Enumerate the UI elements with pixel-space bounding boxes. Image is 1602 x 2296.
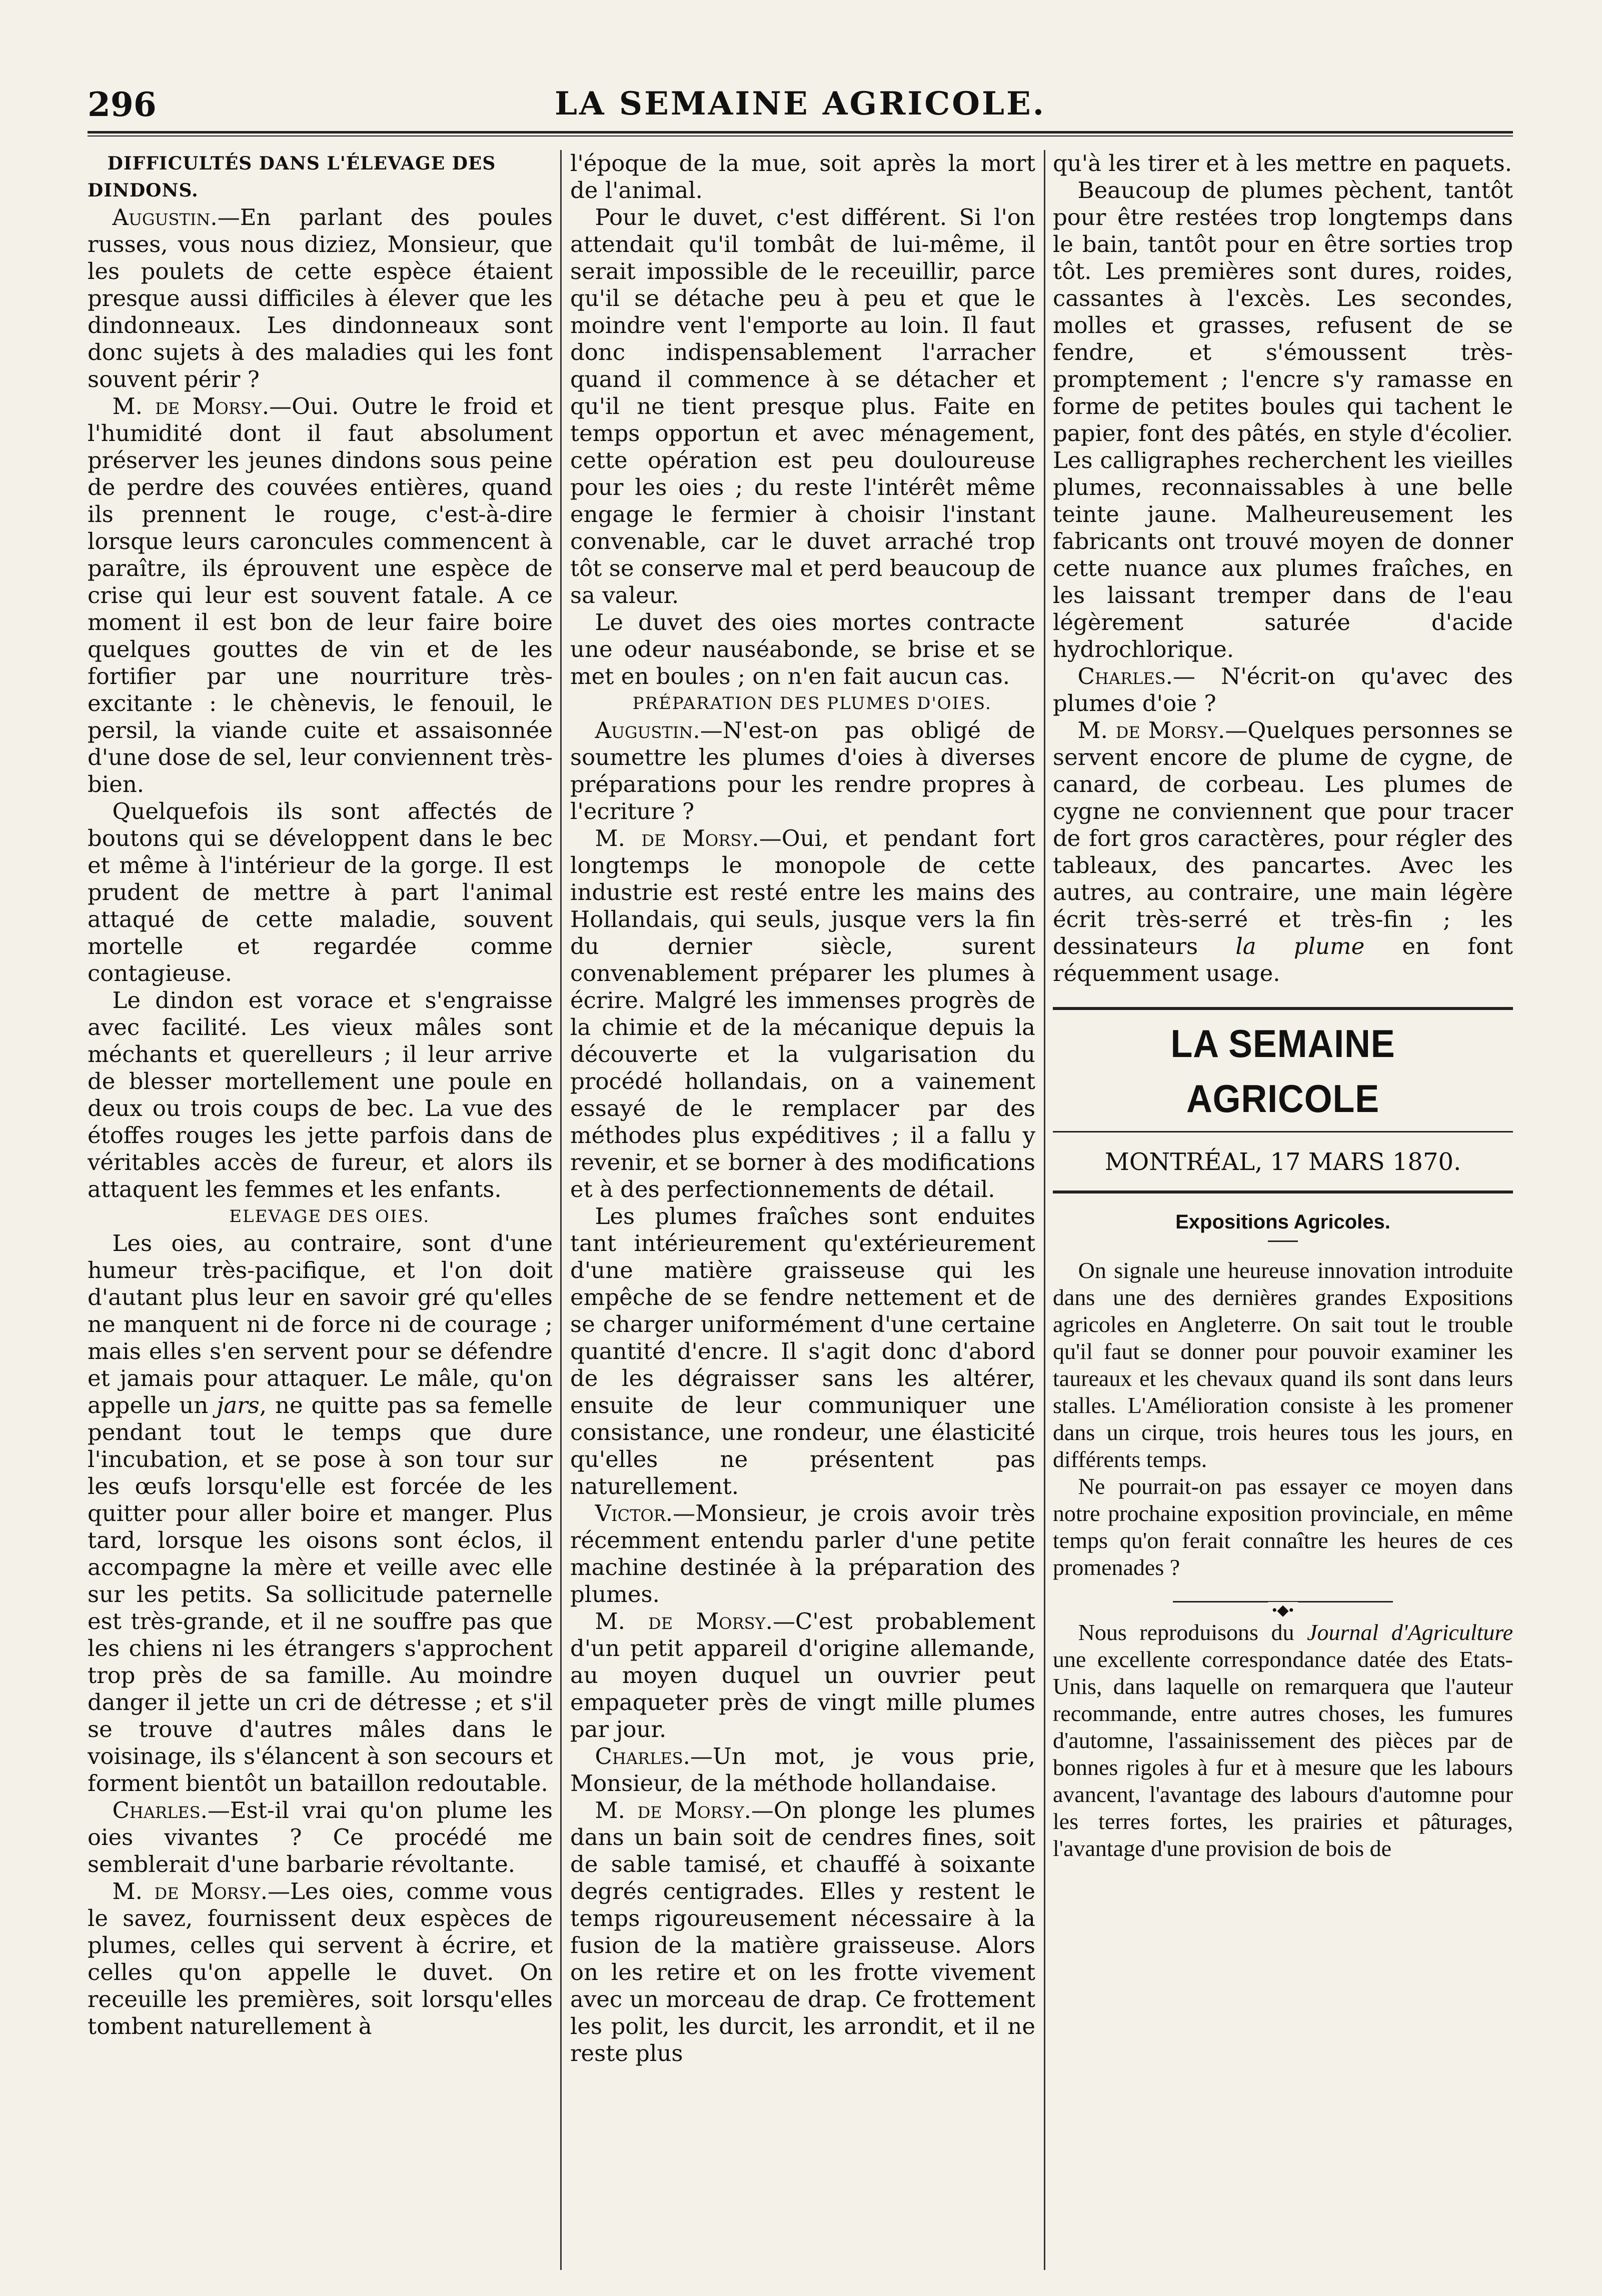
paragraph-text: Nous reproduisons du <box>1078 1620 1307 1645</box>
paragraph-continued: qu'à les tirer et à les mettre en paquets. <box>1053 150 1512 176</box>
column-2 <box>570 150 1035 2250</box>
header-rule <box>88 131 1513 136</box>
paragraph-text: —Est-il vrai qu'on plume les oies vivantes ? Ce procédé me semblerait d'une barbarie révoltante. <box>88 1797 553 1878</box>
paragraph-text: en font réquemment usage. <box>1053 933 1513 986</box>
paragraph-text: Les oies, au contraire, sont d'une humeur très-pacifique, et l'on doit d'autant plus leur en savoir gré qu'elles ne manquent ni de force ni de courage ; mais elles s'en servent pour se défendre et jamais pour attaquer. Le mâle, qu'on appelle un <box>88 1230 553 1418</box>
speaker-name: Augustin. <box>595 717 700 744</box>
italic-term: la plume <box>1235 933 1365 960</box>
paragraph-text: —C'est probablement d'un petit appareil d'origine allemande, au moyen duquel un ouvrier peut empaqueter près de vingt mille plumes par jour. <box>570 1608 1035 1742</box>
paragraph <box>88 393 553 798</box>
paragraph: Beaucoup de plumes pèchent, tantôt pour être restées trop longtemps dans le bain, tantôt pour en être sorties trop tôt. Les premières sont dures, roides, cassantes à l'excès. Les secondes, molles et grasses, refusent de se fendre, et s'émoussent très-promptement ; l'encre s'y ramasse en forme de petites boules qui tachent le papier, font des pâtés, en style d'écolier. Les calligraphes recherchent les vieilles plumes, reconnaissables à une belle teinte jaune. Malheureusement les fabricants ont trouvé moyen de donner cette nuance aux plumes fraîches, en les laissant tremper dans de l'eau légèrement saturée d'acide hydrochlorique. <box>1053 177 1513 662</box>
paragraph <box>1053 717 1513 987</box>
speaker-name: Augustin. <box>112 204 218 230</box>
speaker-name: M. de Morsy. <box>112 1878 268 1904</box>
paragraph <box>570 1743 1035 1797</box>
paragraph <box>570 1500 1035 1608</box>
paragraph <box>570 717 1035 825</box>
paragraph <box>88 1878 553 2040</box>
speaker-name: Charles. <box>595 1743 690 1770</box>
paragraph: Pour le duvet, c'est différent. Si l'on attendait qu'il tombât de lui-même, il serait impossible de le receuillir, parce qu'il se détache peu à peu et que le moindre vent l'emporte au loin. Il faut donc indispensablement l'arracher quand il commence à se détacher et qu'il ne tient presque plus. Faite en temps opportun et avec ménagement, cette opération est peu douloureuse pour les oies ; du reste l'intérêt même engage le fermier à choisir l'instant convenable, car le duvet arraché trop tôt se conserve mal et perd beaucoup de sa valeur. <box>570 204 1035 608</box>
ornament-glyph: •◆• <box>1268 1602 1298 1618</box>
paragraph <box>1053 1619 1513 1862</box>
speaker-name: M. de Morsy. <box>595 825 759 852</box>
section-heading-plumes: PRÉPARATION DES PLUMES D'OIES. <box>632 694 992 714</box>
speaker-name: Charles. <box>1077 663 1173 690</box>
paragraph-continued: l'époque de la mue, soit après la mort de l'animal. <box>570 150 1035 204</box>
speaker-name: Victor. <box>595 1500 673 1526</box>
page-number: 296 <box>88 85 157 124</box>
paragraph: Les plumes fraîches sont enduites tant intérieurement qu'extérieurement d'une matière graisseuse qui les empêche de se fendre nettement et de se charger uniformément d'une certaine quantité d'encre. Il s'agit donc d'abord de les dégraisser sans les altérer, ensuite de leur communiquer une consistance, une rondeur, une élasticité qu'elles ne présentent pas naturellement. <box>570 1203 1035 1500</box>
column-3 <box>1053 150 1513 2250</box>
italic-term: jars <box>217 1392 260 1418</box>
section-heading-dindons: DIFFICULTÉS DANS L'ÉLEVAGE DES DINDONS. <box>88 153 496 201</box>
title-dash <box>1268 1240 1298 1242</box>
article-body <box>1053 1257 1513 1862</box>
masthead-block <box>1053 1007 1513 1194</box>
column-separator-2 <box>1044 150 1045 2270</box>
paragraph: Le duvet des oies mortes contracte une odeur nauséabonde, se brise et se met en boules ; on n'en fait aucun cas. <box>570 609 1035 690</box>
speaker-name: M. de Morsy. <box>112 393 270 420</box>
dateline: MONTRÉAL, 17 MARS 1870. <box>1053 1132 1513 1192</box>
paragraph: On signale une heureuse innovation introduite dans une des dernières grandes Expositions agricoles en Angleterre. On sait tout le trouble qu'il faut se donner pour pouvoir examiner les taureaux et les chevaux quand ils sont dans leurs stalles. L'Amélioration consiste à les promener dans un cirque, trois heures tous les jours, en différents temps. <box>1053 1258 1513 1472</box>
paragraph-text: —Monsieur, je crois avoir très récemment entendu parler d'une petite machine destinée à la préparation des plumes. <box>570 1500 1035 1608</box>
paragraph <box>88 1230 553 1797</box>
paragraph <box>88 1797 553 1878</box>
paragraph-text: —Quelques personnes se servent encore de plume de cygne, de canard, de corbeau. Les plumes de cygne ne conviennent que pour tracer de fort gros caractères, pour régler des tableaux, des pancartes. Avec les autres, au contraire, une main légère écrit très-serré et très-fin ; les dessinateurs <box>1053 717 1513 960</box>
paragraph-text: — N'écrit-on qu'avec des plumes d'oie ? <box>1053 663 1513 716</box>
paragraph-text: —Les oies, comme vous le savez, fournissent deux espèces de plumes, celles qui servent à écrire, et celles qu'on appelle le duvet. On receuille les premières, soit lorsqu'elles tombent naturellement à <box>88 1878 553 2040</box>
paragraph: Le dindon est vorace et s'engraisse avec facilité. Les vieux mâles sont méchants et querelleurs ; il leur arrive de blesser mortellement une poule en deux ou trois coups de bec. La vue des étoffes rouges les jette parfois dans de véritables accès de fureur, et alors ils attaquent les femmes et les enfants. <box>88 987 553 1202</box>
section-heading-oies: ELEVAGE DES OIES. <box>229 1206 430 1226</box>
masthead-title: LA SEMAINE AGRICOLE <box>1170 1022 1395 1120</box>
paragraph-text: —Oui. Outre le froid et l'humidité dont il faut absolument préserver les jeunes dindons sous peine de perdre des couvées entières, quand ils prennent le rouge, c'est-à-dire lorsque leurs caroncules commencent à paraître, ils éprouvent une espèce de crise qui leur est souvent fatale. A ce moment il est bon de leur faire boire quelques gouttes de vin et de les fortifier par une nourriture très-excitante : le chènevis, le fenouil, le persil, la viande cuite et assaisonnée d'une dose de sel, leur conviennent très-bien. <box>88 393 553 798</box>
paragraph: Ne pourrait-on pas essayer ce moyen dans notre prochaine exposition provinciale, en même temps qu'on ferait connaître les heures de ces promenades ? <box>1053 1474 1513 1580</box>
paragraph-text: —N'est-on pas obligé de soumettre les plumes d'oies à diverses préparations pour les rendre propres à l'ecriture ? <box>570 717 1035 824</box>
column-1 <box>88 150 553 2250</box>
paragraph <box>1053 663 1513 717</box>
article-title: Expositions Agricoles. <box>1175 1211 1390 1233</box>
ornament-divider <box>1053 1594 1513 1618</box>
page-header <box>88 75 1513 125</box>
paragraph-text: —En parlant des poules russes, vous nous diziez, Monsieur, que les poulets de cette espèce étaient presque aussi difficiles à élever que les dindonneaux. Les dindonneaux sont donc sujets à des maladies qui les font souvent périr ? <box>88 204 553 392</box>
paragraph <box>570 1797 1035 2067</box>
paragraph <box>570 1608 1035 1743</box>
paragraph <box>88 204 553 393</box>
paragraph: Quelquefois ils sont affectés de boutons qui se développent dans le bec et même à l'intérieur de la gorge. Il est prudent de mettre à part l'animal attaqué de cette maladie, souvent mortelle et regardée comme contagieuse. <box>88 798 553 986</box>
paragraph-text: —On plonge les plumes dans un bain soit de cendres fines, soit de sable tamisé, et chauffé à soixante degrés centigrades. Elles y restent le temps rigoureusement nécessaire à la fusion de la matière graisseuse. Alors on les retire et on les frotte vivement avec un morceau de drap. Ce frottement les polit, les durcit, les arrondit, et il ne reste plus <box>570 1797 1035 2066</box>
column-separator-1 <box>560 150 562 2270</box>
paragraph-text: , ne quitte pas sa femelle pendant tout le temps que dure l'incubation, et se pose à son tour sur les œufs lorsqu'elle est forcée de les quitter pour aller boire et manger. Plus tard, lorsque les oisons sont éclos, il accompagne la mère et veille avec elle sur les petits. Sa sollicitude paternelle est très-grande, et il ne souffre pas que les chiens ni les étrangers s'approchent trop près de sa famille. Au moindre danger il jette un cri de détresse ; et s'il se trouve d'autres mâles dans le voisinage, ils s'élancent à son secours et forment bientôt un bataillon redoutable. <box>88 1392 553 1796</box>
speaker-name: M. de Morsy. <box>1077 717 1225 744</box>
paragraph-text: une excellente correspondance datée des Etats-Unis, dans laquelle on remarquera que l'auteur recommande, entre autres choses, les fumures d'automne, l'assainissement des pièces par de bonnes rigoles à fur et à mesure que les labours avancent, l'avantage des labours d'automne pour les terres fortes, les prairies et pâturages, l'avantage d'une provision de bois de <box>1053 1646 1513 1861</box>
paragraph-text: —Oui, et pendant fort longtemps le monopole de cette industrie est resté entre les mains des Hollandais, qui seuls, jusque vers la fin du dernier siècle, surent convenablement préparer les plumes à écrire. Malgré les immenses progrès de la chimie et de la mécanique depuis la découverte et la vulgarisation du procédé hollandais, on a vainement essayé de le remplacer par des méthodes plus expéditives ; il a fallu y revenir, et se borner à des modifications et à des perfectionnements de détail. <box>570 825 1035 1202</box>
journal-name: Journal d'Agriculture <box>1307 1620 1513 1645</box>
running-title: LA SEMAINE AGRICOLE. <box>554 85 1046 122</box>
speaker-name: Charles. <box>112 1797 208 1824</box>
paragraph-text: —Un mot, je vous prie, Monsieur, de la méthode hollandaise. <box>570 1743 1035 1796</box>
speaker-name: M. de Morsy. <box>595 1797 751 1824</box>
paragraph <box>570 825 1035 1203</box>
speaker-name: M. de Morsy. <box>595 1608 773 1634</box>
